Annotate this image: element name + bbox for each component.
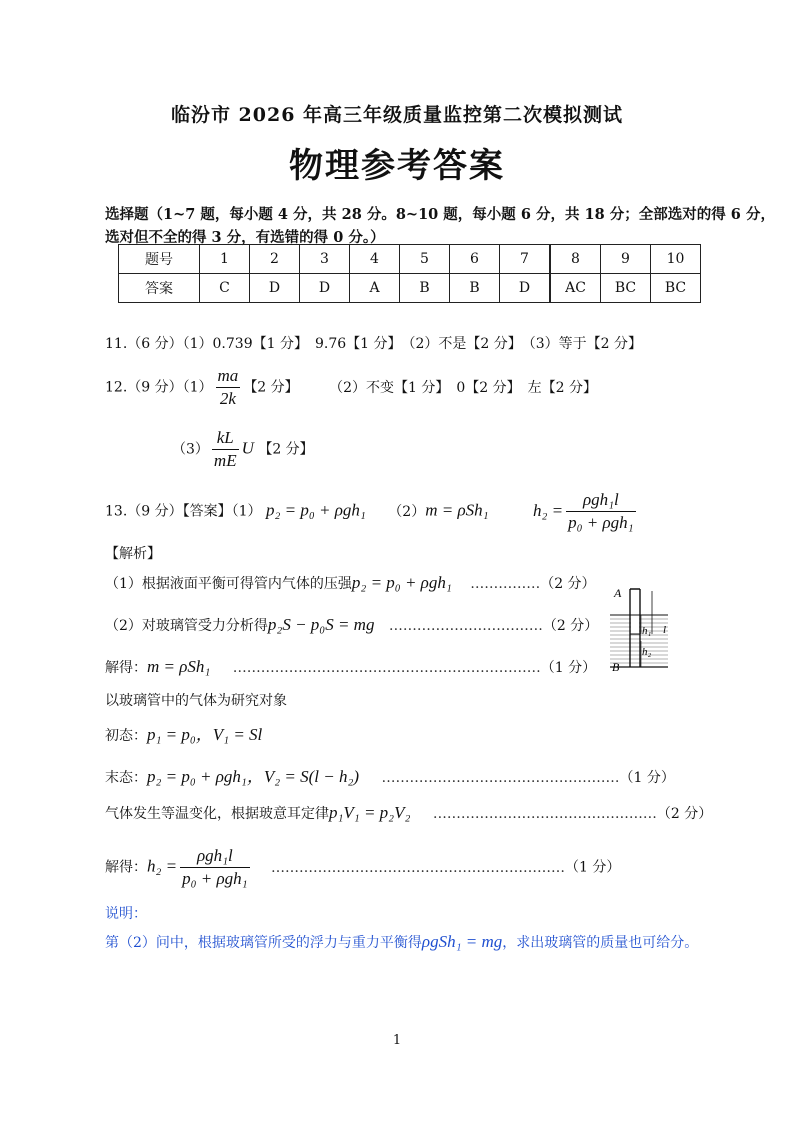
q12-frac1-den: 2k <box>219 389 236 408</box>
step2-eq: p₂S − p₀S = mg <box>267 615 375 634</box>
q12-score3: 【2 分】 <box>258 441 314 458</box>
q12-score1: 【2 分】 <box>243 379 299 396</box>
q12-part3-label: （3） <box>172 441 209 458</box>
q12-line2 <box>172 428 314 471</box>
step1 <box>105 573 596 593</box>
q12-fraction-3 <box>212 428 239 471</box>
table-cell: B <box>400 274 450 303</box>
leader-dots: ……………………………………………………… <box>271 859 566 876</box>
step7 <box>105 803 712 823</box>
table-cell: 4 <box>350 245 400 274</box>
table-cell: 10 <box>651 245 701 274</box>
table-cell: 1 <box>200 245 250 274</box>
q13-answer-2: m = ρSh₁ <box>425 500 489 520</box>
table-cell: A <box>350 274 400 303</box>
table-cell: D <box>300 274 350 303</box>
table-cell: D <box>500 274 551 303</box>
step8-num: ρgh₁l <box>180 846 249 868</box>
table-cell: 3 <box>300 245 350 274</box>
subject-title: 物理参考答案 <box>289 146 505 186</box>
step8-lhs: h₂ = <box>147 856 178 876</box>
step6-text: 末态： <box>105 770 147 786</box>
table-cell: 5 <box>400 245 450 274</box>
tube-diagram <box>608 585 678 680</box>
q13-ans3-den: p₀ + ρgh₁ <box>568 513 634 532</box>
table-cell: 6 <box>450 245 500 274</box>
step6-eq: p₂ = p₀ + ρgh₁，V₂ = S(l − h₂) <box>147 767 360 786</box>
note-text-a: 第（2）问中，根据玻璃管所受的浮力与重力平衡得 <box>105 935 422 951</box>
step2-text: （2）对玻璃管受力分析得 <box>105 618 268 634</box>
table-cell: 2 <box>250 245 300 274</box>
step7-score: （2 分） <box>656 806 713 822</box>
answer-table <box>118 244 701 303</box>
table-cell: B <box>450 274 500 303</box>
leader-dots: …………………………… <box>388 618 543 634</box>
table-cell: AC <box>550 274 601 303</box>
step3-text: 解得： <box>105 660 147 676</box>
table-cell: C <box>200 274 250 303</box>
step5-text: 初态： <box>105 728 147 744</box>
exam-title: 临汾市 2026 年高三年级质量监控第二次模拟测试 <box>170 104 624 126</box>
step6 <box>105 762 675 787</box>
step3 <box>105 657 596 677</box>
table-header-cell: 答案 <box>119 274 200 303</box>
label-h1: h₁ <box>642 625 652 637</box>
label-l: l <box>663 624 667 636</box>
q13-label: 13.（9 分）【答案】（1） <box>105 503 262 520</box>
leader-dots: ………………………………………………………… <box>232 660 541 676</box>
table-cell: BC <box>651 274 701 303</box>
table-cell: D <box>250 274 300 303</box>
step4: 以玻璃管中的气体为研究对象 <box>105 693 287 709</box>
note-text-b: ，求出玻璃管的质量也可给分。 <box>502 935 699 951</box>
table-row-numbers <box>119 245 701 274</box>
page-number: 1 <box>392 1033 402 1048</box>
q13-answer-3-frac <box>566 490 635 533</box>
step1-score: （2 分） <box>540 576 596 592</box>
step5 <box>105 720 262 745</box>
label-a: A <box>614 586 622 600</box>
step1-text: （1）根据液面平衡可得管内气体的压强 <box>105 576 352 592</box>
step6-score: （1 分） <box>619 770 675 786</box>
q12-frac3-den: mE <box>213 451 237 470</box>
step3-eq: m = ρSh₁ <box>147 657 211 676</box>
step7-text: 气体发生等温变化，根据玻意耳定律 <box>105 806 329 822</box>
q13-answer-3-lhs: h₂ = <box>532 500 564 520</box>
q11-answer: 11.（6 分）（1）0.739【1 分】 9.76【1 分】 （2）不是【2 分】 （3）等于【2 分】 <box>105 336 643 352</box>
step2-score: （2 分） <box>542 618 599 634</box>
analysis-heading: 【解析】 <box>105 546 161 562</box>
step8-den: p₀ + ρgh₁ <box>182 869 248 888</box>
table-cell: BC <box>601 274 651 303</box>
q13-answer-line <box>105 490 639 533</box>
table-cell: 8 <box>550 245 601 274</box>
table-cell: 7 <box>500 245 551 274</box>
q13-part2-label: （2） <box>388 503 426 520</box>
note-eq: ρgSh₁ = mg <box>421 932 503 951</box>
q12-line1 <box>105 366 597 409</box>
label-b: B <box>612 660 620 674</box>
leader-dots: ………………………………………… <box>432 806 657 822</box>
label-h2: h₂ <box>642 646 652 658</box>
note-heading: 说明： <box>105 906 147 922</box>
step8-frac <box>180 846 249 889</box>
leader-dots: …………………………………………… <box>381 770 620 786</box>
step8-score: （1 分） <box>565 859 621 876</box>
table-row-answers <box>119 274 701 303</box>
q12-label: 12.（9 分）（1） <box>105 379 213 396</box>
tube-gas <box>631 590 639 634</box>
q12-frac3-num: kL <box>212 428 239 450</box>
q12-frac1-num: ma <box>216 366 241 388</box>
q12-frac3-tail: U <box>241 438 254 458</box>
table-cell: 9 <box>601 245 651 274</box>
table-header-cell: 题号 <box>119 245 200 274</box>
q13-ans3-num: ρgh₁l <box>566 490 635 512</box>
step5-eq: p₁ = p₀，V₁ = Sl <box>147 725 263 744</box>
step7-eq: p₁V₁ = p₂V₂ <box>329 803 411 822</box>
choice-instructions-line2: 选对但不全的得 3 分，有选错的得 0 分。） <box>105 229 385 246</box>
choice-instructions-line1: 选择题（1~7 题，每小题 4 分，共 28 分。8~10 题，每小题 6 分，共 18 分；全部选对的得 6 分， <box>105 206 775 223</box>
step2 <box>105 615 598 635</box>
step3-score: （1 分） <box>540 660 597 676</box>
step8 <box>105 846 620 889</box>
step8-text: 解得： <box>105 859 147 876</box>
q13-answer-1: p₂ = p₀ + ρgh₁ <box>265 500 366 520</box>
q12-part2: （2）不变【1 分】 0【2 分】 左【2 分】 <box>329 379 598 396</box>
leader-dots: …………… <box>470 576 541 592</box>
step1-eq: p₂ = p₀ + ρgh₁ <box>351 573 452 592</box>
q12-fraction-1 <box>216 366 241 409</box>
note-text <box>105 932 698 952</box>
